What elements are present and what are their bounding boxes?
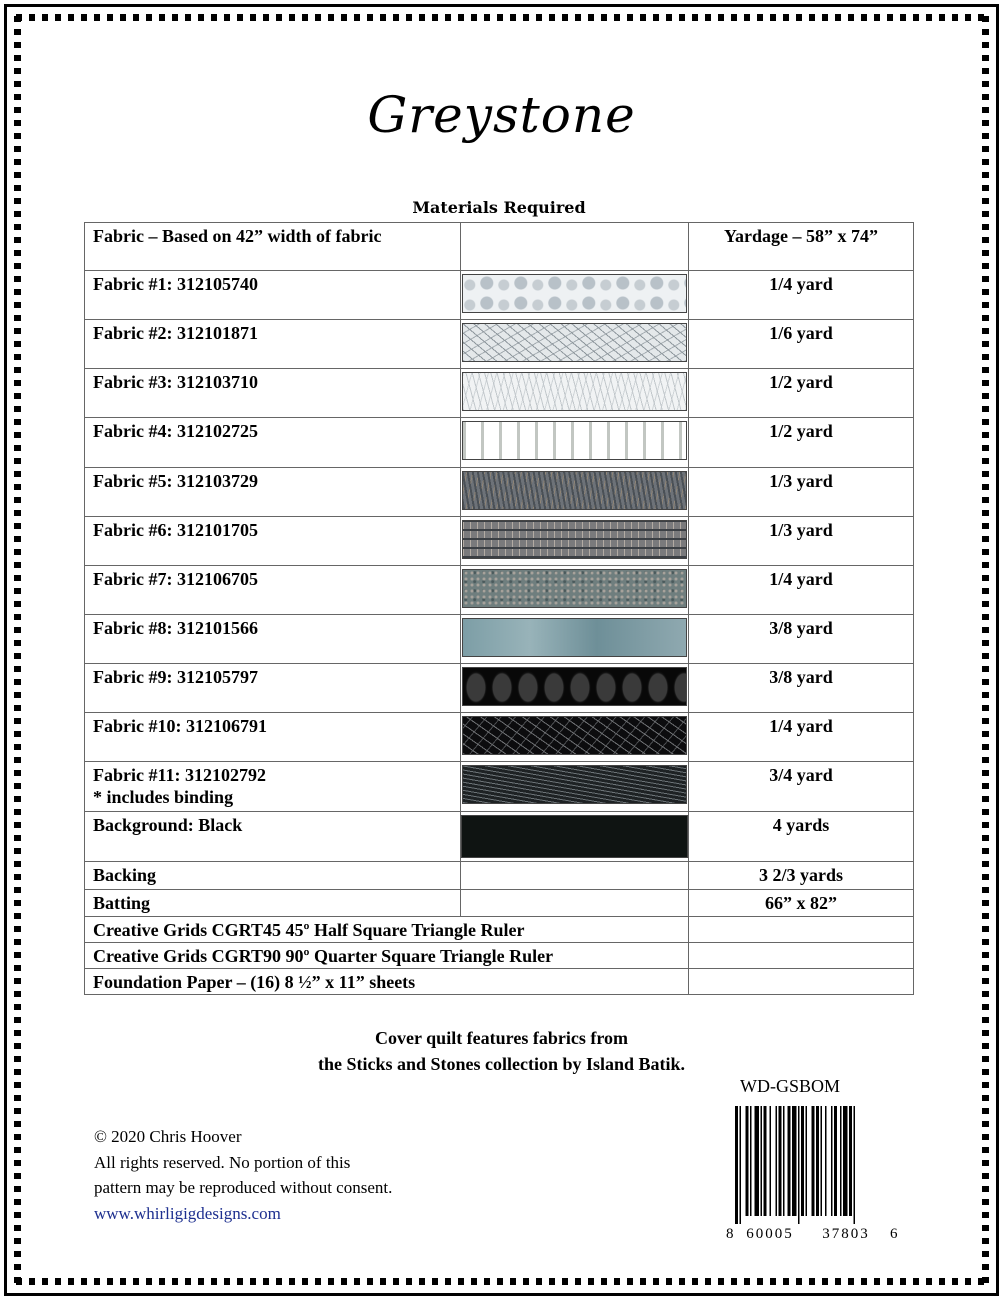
fabric-swatch: [462, 765, 687, 804]
materials-table: [84, 222, 914, 995]
website-link[interactable]: www.whirligigdesigns.com: [94, 1203, 281, 1223]
backing-yardage: 3 2/3 yards: [689, 862, 914, 890]
fabric-label: Fabric #4: 312102725: [85, 418, 461, 468]
header-swatch: [461, 223, 689, 271]
table-row: [85, 517, 914, 566]
copyright-line: © 2020 Chris Hoover: [94, 1127, 242, 1146]
header-yardage: Yardage – 58” x 74”: [689, 223, 914, 271]
fabric-swatch: [462, 569, 687, 608]
table-row: [85, 664, 914, 713]
fabric-yardage: 3/8 yard: [689, 615, 914, 664]
fabric-yardage: 1/4 yard: [689, 271, 914, 320]
fabric-yardage: 1/6 yard: [689, 320, 914, 369]
table-row: [85, 418, 914, 468]
fabric-swatch: [462, 520, 687, 559]
barcode-bar: [764, 1106, 767, 1216]
fabric-label: Fabric #10: 312106791: [85, 713, 461, 762]
cover-note-line: the Sticks and Stones collection by Island Batik.: [317, 1054, 686, 1074]
fabric-yardage: 4 yards: [689, 812, 914, 862]
table-row: [85, 615, 914, 664]
barcode-bar: [750, 1106, 752, 1216]
table-row: [85, 320, 914, 369]
barcode-bar: [792, 1106, 797, 1216]
cover-note-line: Cover quilt features fabrics from: [375, 1028, 628, 1048]
fabric-swatch: [462, 618, 687, 657]
page-title: Greystone: [367, 86, 636, 144]
barcode-bar: [840, 1106, 842, 1216]
fabric-yardage: 1/3 yard: [689, 517, 914, 566]
table-header-row: [85, 223, 914, 271]
cover-note: [200, 1025, 803, 1077]
fabric-swatch: [462, 716, 687, 755]
barcode-bar: [821, 1106, 823, 1216]
barcode-bar: [798, 1106, 800, 1224]
barcode-bar: [816, 1106, 819, 1216]
barcode-digits-left: 60005: [746, 1226, 794, 1242]
fabric-label: Fabric #3: 312103710: [85, 369, 461, 418]
rights-line: All rights reserved. No portion of this: [94, 1152, 351, 1172]
copyright-block: [94, 1124, 392, 1226]
backing-label: Backing: [85, 862, 461, 890]
fabric-label: Fabric #1: 312105740: [85, 271, 461, 320]
product-code: WD-GSBOM: [740, 1076, 841, 1096]
rights-line: pattern may be reproduced without consent.: [94, 1178, 393, 1197]
barcode-digits-right: 37803: [822, 1226, 870, 1242]
header-fabric: Fabric – Based on 42” width of fabric: [85, 223, 461, 271]
barcode-bar: [755, 1106, 760, 1216]
fabric-label: Fabric #2: 312101871: [85, 320, 461, 369]
extra-item: Foundation Paper – (16) 8 ½” x 11” sheets: [85, 969, 689, 995]
barcode-bar: [825, 1106, 827, 1216]
barcode-bar: [812, 1106, 815, 1216]
fabric-label: Background: Black: [85, 812, 461, 862]
barcode-bar: [770, 1106, 772, 1216]
barcode-digit-first: 8: [726, 1226, 734, 1242]
fabric-label: Fabric #11: 312102792: [93, 765, 266, 785]
fabric-label: Fabric #8: 312101566: [85, 615, 461, 664]
fabric-yardage: 1/4 yard: [689, 713, 914, 762]
fabric-swatch: [462, 323, 687, 362]
table-row: [85, 271, 914, 320]
fabric-swatch: [462, 274, 687, 313]
fabric-swatch: [462, 667, 687, 706]
fabric-yardage: 1/2 yard: [689, 418, 914, 468]
fabric-label: Fabric #7: 312106705: [85, 566, 461, 615]
fabric-yardage: 3/8 yard: [689, 664, 914, 713]
barcode: [723, 1104, 901, 1242]
table-row: [85, 713, 914, 762]
table-row: [85, 468, 914, 517]
fabric-yardage: 1/4 yard: [689, 566, 914, 615]
barcode-bar: [806, 1106, 808, 1216]
dotted-border-right: [982, 16, 989, 1284]
barcode-bar: [831, 1106, 833, 1216]
dotted-border-top: [16, 14, 987, 21]
barcode-bar: [801, 1106, 804, 1216]
table-row: [85, 969, 914, 995]
barcode-bar: [854, 1106, 856, 1224]
fabric-label: Fabric #9: 312105797: [85, 664, 461, 713]
batting-label: Batting: [85, 890, 461, 917]
fabric-swatch: [462, 471, 687, 510]
dotted-border-bottom: [16, 1278, 987, 1285]
table-row: [85, 566, 914, 615]
barcode-bar: [783, 1106, 785, 1216]
fabric-yardage: 1/2 yard: [689, 369, 914, 418]
fabric-swatch: [462, 372, 687, 411]
barcode-bar: [761, 1106, 763, 1216]
table-row: [85, 812, 914, 862]
barcode-bar: [849, 1106, 852, 1216]
table-caption: Materials Required: [412, 198, 586, 217]
table-row: [85, 917, 914, 943]
table-row: [85, 762, 914, 812]
barcode-bar: [779, 1106, 782, 1216]
fabric-label: Fabric #6: 312101705: [85, 517, 461, 566]
fabric-label: Fabric #5: 312103729: [85, 468, 461, 517]
barcode-bar: [776, 1106, 778, 1216]
fabric-yardage: 1/3 yard: [689, 468, 914, 517]
barcode-digit-last: 6: [890, 1226, 898, 1242]
barcode-bar: [735, 1106, 738, 1224]
fabric-note: * includes binding: [93, 787, 234, 807]
batting-size: 66” x 82”: [689, 890, 914, 917]
extra-item: Creative Grids CGRT90 90º Quarter Square Triangle Ruler: [85, 943, 689, 969]
table-row: [85, 943, 914, 969]
fabric-yardage: 3/4 yard: [689, 762, 914, 812]
table-row: [85, 890, 914, 917]
fabric-swatch: [462, 421, 687, 460]
barcode-bar: [740, 1106, 742, 1224]
fabric-swatch: [461, 815, 688, 858]
barcode-bar: [843, 1106, 848, 1216]
table-row: [85, 862, 914, 890]
barcode-bar: [834, 1106, 837, 1216]
extra-item: Creative Grids CGRT45 45º Half Square Triangle Ruler: [85, 917, 689, 943]
dotted-border-left: [14, 16, 21, 1284]
barcode-bar: [788, 1106, 791, 1216]
barcode-bars: [735, 1106, 855, 1224]
barcode-bar: [746, 1106, 749, 1216]
table-row: [85, 369, 914, 418]
